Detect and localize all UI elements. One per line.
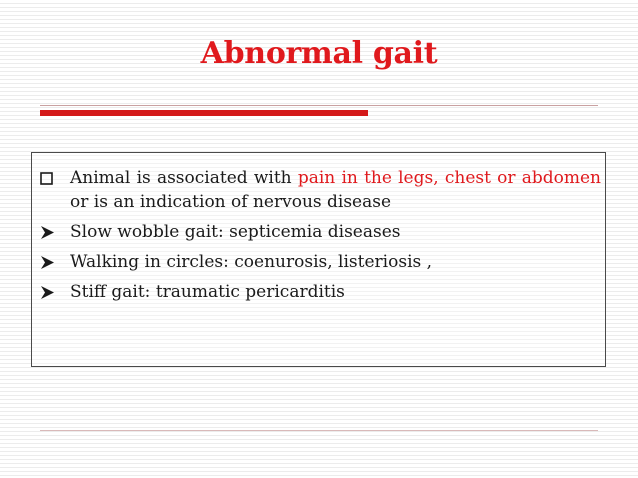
bullet-text-1a: Animal is associated with (70, 168, 298, 188)
hollow-square-icon (40, 166, 64, 190)
bullet-text-1c: or is an indication of nervous disease (70, 192, 392, 212)
bullet-item-3 (40, 250, 601, 274)
footer-divider (40, 430, 598, 431)
bullet-text-1-highlight: pain in the legs, chest or abdomen (297, 168, 601, 188)
arrowhead-icon (40, 280, 64, 304)
arrowhead-icon (40, 220, 64, 244)
bullet-text-3: Walking in circles: coenurosis, listeriosis , (70, 252, 433, 272)
bullet-item-1 (40, 166, 601, 214)
bullet-item-4 (40, 280, 601, 304)
bullet-text-2: Slow wobble gait: septicemia diseases (70, 222, 401, 242)
slide-title: Abnormal gait (200, 36, 438, 71)
bullet-list (40, 166, 601, 310)
arrowhead-icon (40, 250, 64, 274)
bullet-text-4: Stiff gait: traumatic pericarditis (70, 282, 345, 302)
content-box (31, 152, 606, 367)
title-divider-thick (40, 110, 368, 116)
bullet-item-2 (40, 220, 601, 244)
title-divider-thin (40, 105, 598, 106)
